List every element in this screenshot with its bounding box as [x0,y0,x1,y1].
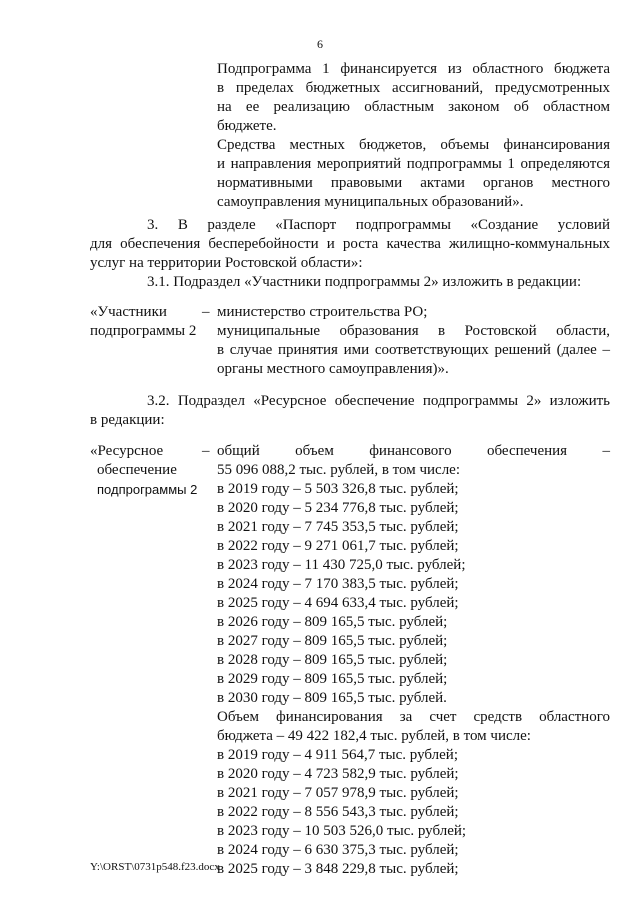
participants-dash: – [202,304,210,320]
text-line: в редакции: [90,412,165,428]
resources-label-line3: подпрограммы 2 [97,482,198,497]
text-line: бюджете. [217,118,277,134]
year-line: в 2019 году – 5 503 326,8 тыс. рублей; [217,481,459,497]
participants-content [217,303,610,379]
year-line: в 2023 году – 11 430 725,0 тыс. рублей; [217,557,466,573]
text-line: и направления мероприятий подпрограммы 1 определяются [217,156,610,172]
participants-label-line2: подпрограммы 2 [90,323,197,339]
text-line: министерство строительства РО; [217,304,428,320]
text-line: органы местного самоуправления)». [217,361,449,377]
resources-label-line2: обеспечение [97,462,177,478]
page-number: 6 [317,37,323,51]
text-line: для обеспечения бесперебойности и роста качества жилищно-коммунальных [90,236,610,252]
year-line: в 2026 году – 809 165,5 тыс. рублей; [217,614,448,630]
text-line: общий объем финансового обеспечения – [217,443,610,459]
text-line: 3.2. Подраздел «Ресурсное обеспечение подпрограммы 2» изложить [147,393,610,409]
year-line: в 2030 году – 809 165,5 тыс. рублей. [217,690,447,706]
subprogram1-financing-text [217,60,610,212]
resources-label-line1: «Ресурсное [90,443,164,459]
text-line: 3.1. Подраздел «Участники подпрограммы 2» изложить в редакции: [147,274,582,290]
text-line: нормативными правовыми актами органов местного [217,175,610,191]
year-line: в 2028 году – 809 165,5 тыс. рублей; [217,652,448,668]
text-line: в случае принятия ими соответствующих решений (далее – [217,342,610,358]
year-line: в 2025 году – 3 848 229,8 тыс. рублей; [217,861,459,877]
year-line: в 2021 году – 7 745 353,5 тыс. рублей; [217,519,459,535]
text-line: Подпрограмма 1 финансируется из областного бюджета [217,61,610,77]
text-line: Объем финансирования за счет средств областного [217,709,610,725]
text-line: муниципальные образования в Ростовской области, [217,323,610,339]
year-line: в 2024 году – 6 630 375,3 тыс. рублей; [217,842,459,858]
text-line: 3. В разделе «Паспорт подпрограммы «Создание условий [147,217,610,233]
year-line: в 2029 году – 809 165,5 тыс. рублей; [217,671,448,687]
year-line: в 2019 году – 4 911 564,7 тыс. рублей; [217,747,458,763]
year-line: в 2023 году – 10 503 526,0 тыс. рублей; [217,823,467,839]
year-line: в 2022 году – 9 271 061,7 тыс. рублей; [217,538,459,554]
year-line: в 2021 году – 7 057 978,9 тыс. рублей; [217,785,459,801]
text-line: бюджета – 49 422 182,4 тыс. рублей, в том числе: [217,728,531,744]
text-line: самоуправления муниципальных образований». [217,194,524,210]
year-line: в 2022 году – 8 556 543,3 тыс. рублей; [217,804,459,820]
year-line: в 2025 году – 4 694 633,4 тыс. рублей; [217,595,459,611]
section-3-text [90,216,610,292]
resources-content [217,442,610,879]
text-line: Средства местных бюджетов, объемы финансирования [217,137,610,153]
file-path-footer: Y:\ORST\0731p548.f23.docx [90,861,220,873]
participants-label-line1: «Участники [90,304,167,320]
year-line: в 2020 году – 4 723 582,9 тыс. рублей; [217,766,459,782]
resources-dash: – [202,443,210,459]
section-3-2-text [90,392,610,430]
text-line: на ее реализацию областным законом об областном [217,99,610,115]
year-line: в 2020 году – 5 234 776,8 тыс. рублей; [217,500,459,516]
year-line: в 2024 году – 7 170 383,5 тыс. рублей; [217,576,459,592]
text-line: в пределах бюджетных ассигнований, предусмотренных [217,80,610,96]
year-line: в 2027 году – 809 165,5 тыс. рублей; [217,633,448,649]
text-line: 55 096 088,2 тыс. рублей, в том числе: [217,462,461,478]
text-line: услуг на территории Ростовской области»: [90,255,363,271]
